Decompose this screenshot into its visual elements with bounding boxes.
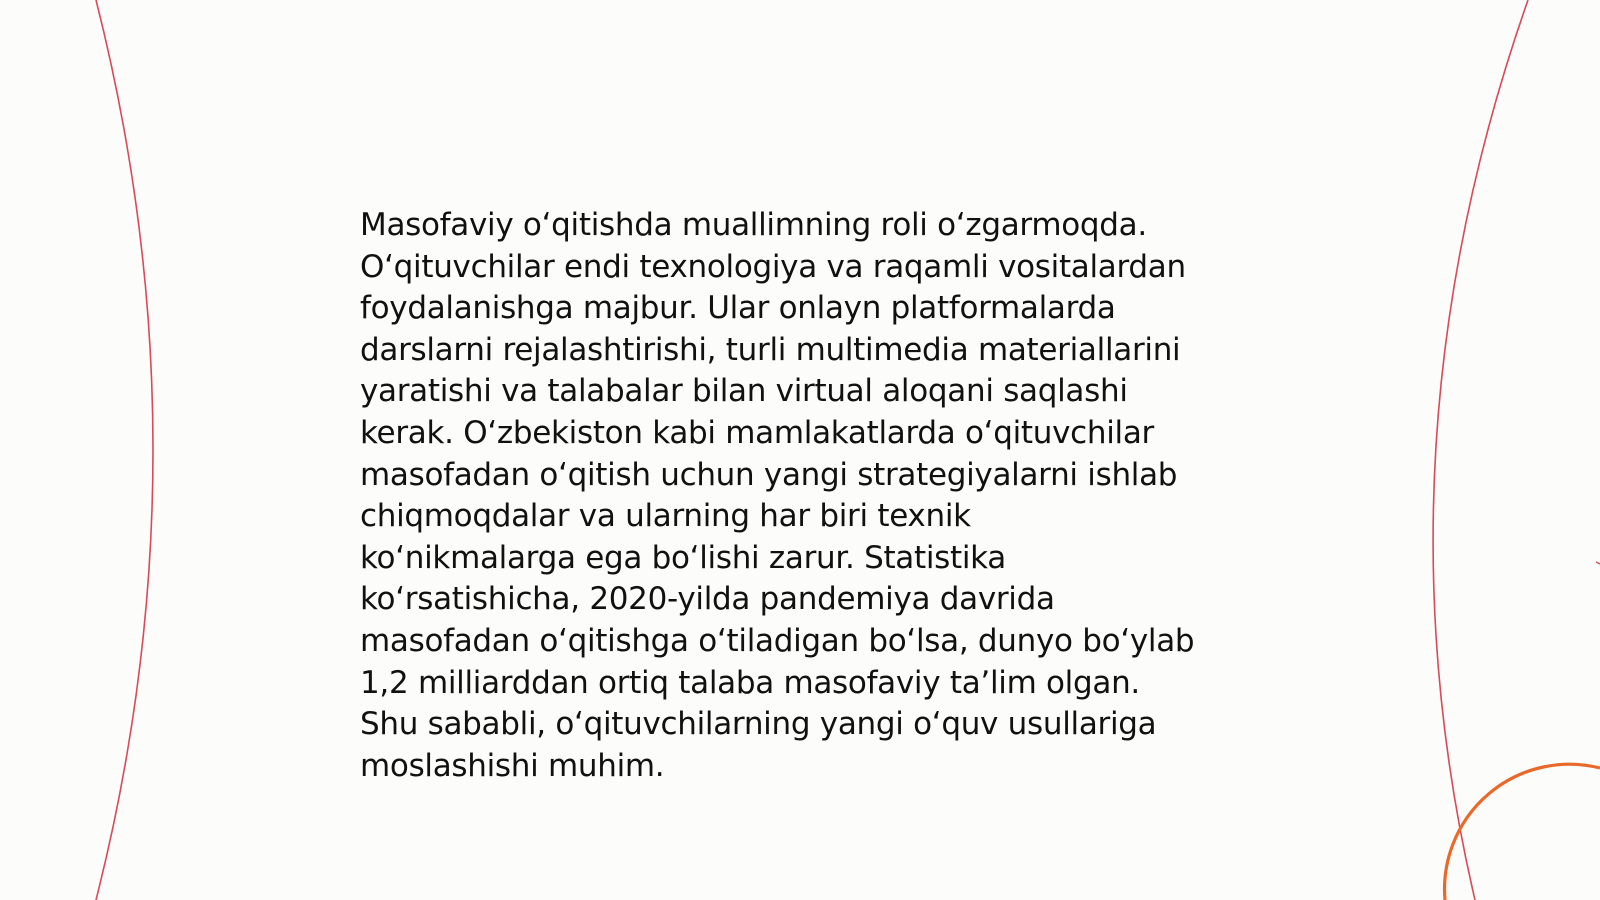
- text-line-9: koʻnikmalarga ega boʻlishi zarur. Statistika: [360, 539, 1006, 576]
- text-line-1: Masofaviy oʻqitishda muallimning roli oʻzgarmoqda.: [360, 207, 1147, 243]
- text-line-6: kerak. Oʻzbekiston kabi mamlakatlarda oʻqituvchilar: [360, 414, 1155, 451]
- right-red-curve: [1433, 0, 1528, 900]
- text-line-2: Oʻqituvchilar endi texnologiya va raqamli vositalardan: [360, 248, 1186, 285]
- text-line-11: masofadan oʻqitishga oʻtiladigan boʻlsa, dunyo boʻylab: [360, 622, 1195, 659]
- text-line-13: Shu sababli, oʻqituvchilarning yangi oʻquv usullariga: [360, 706, 1157, 743]
- text-line-5: yaratishi va talabalar bilan virtual aloqani saqlashi: [360, 373, 1128, 410]
- text-line-7: masofadan oʻqitish uchun yangi strategiyalarni ishlab: [360, 456, 1178, 493]
- text-line-8: chiqmoqdalar va ularning har biri texnik: [360, 498, 971, 535]
- text-line-4: darslarni rejalashtirishi, turli multimedia materiallarini: [360, 331, 1181, 368]
- body-paragraph: [360, 205, 1260, 787]
- text-line-12: 1,2 milliarddan ortiq talaba masofaviy ta’lim olgan.: [360, 664, 1140, 701]
- text-line-10: koʻrsatishicha, 2020-yilda pandemiya davrida: [360, 581, 1055, 618]
- orange-arc: [1445, 764, 1600, 900]
- text-line-3: foydalanishga majbur. Ular onlayn platformalarda: [360, 290, 1116, 327]
- right-edge-tick: [1596, 562, 1600, 564]
- left-red-curve: [96, 0, 153, 900]
- text-line-14: moslashishi muhim.: [360, 747, 665, 784]
